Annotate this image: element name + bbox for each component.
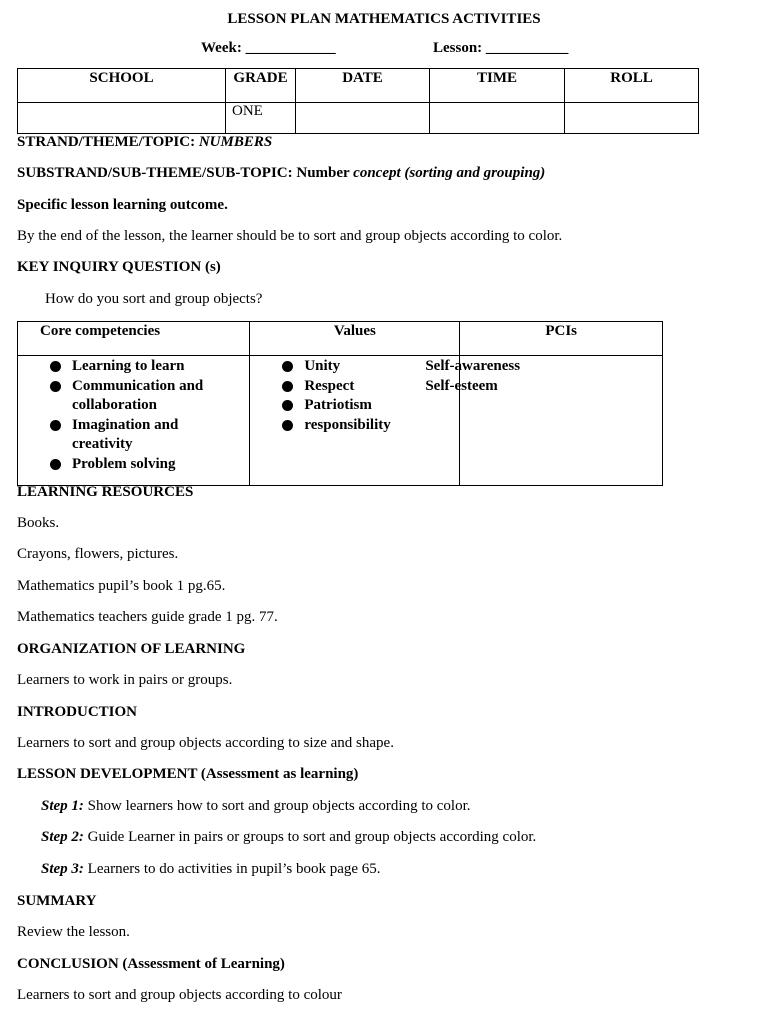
resource-item: Mathematics teachers guide grade 1 pg. 77. xyxy=(17,609,278,625)
header-date: DATE xyxy=(296,69,430,103)
strand-line xyxy=(17,133,272,151)
pci-item: Self-esteem xyxy=(425,377,498,394)
bullet-icon xyxy=(282,400,293,411)
inquiry-text: How do you sort and group objects? xyxy=(45,291,263,307)
resources-heading: LEARNING RESOURCES xyxy=(17,484,194,500)
cell-date xyxy=(296,103,430,134)
step-label: Step 3: xyxy=(41,861,84,877)
pcis-list xyxy=(425,357,520,396)
header-grade: GRADE xyxy=(226,69,296,103)
outcome-heading: Specific lesson learning outcome. xyxy=(17,197,228,213)
bullet-icon xyxy=(50,361,61,372)
list-item: Problem solving xyxy=(50,455,239,475)
bullet-icon xyxy=(282,420,293,431)
header-school: SCHOOL xyxy=(18,69,226,103)
substrand-line xyxy=(17,164,545,182)
lesson-label: Lesson: ___________ xyxy=(433,40,569,56)
cell-school xyxy=(18,103,226,134)
header-time: TIME xyxy=(430,69,565,103)
step-1 xyxy=(41,797,471,815)
substrand-value: concept (sorting and grouping) xyxy=(353,165,546,181)
organization-text: Learners to work in pairs or groups. xyxy=(17,672,233,688)
pcis-header: PCIs xyxy=(460,322,663,356)
pci-item: Self-awareness xyxy=(425,358,521,374)
competency-body-row xyxy=(18,356,663,486)
header-table xyxy=(17,68,699,134)
week-label: Week: ____________ xyxy=(201,40,336,56)
outcome-text: By the end of the lesson, the learner should be to sort and group objects according to color. xyxy=(17,228,563,244)
bullet-icon xyxy=(282,381,293,392)
list-item: Patriotism xyxy=(282,396,459,416)
resource-item: Books. xyxy=(17,515,60,531)
conclusion-text: Learners to sort and group objects according to colour xyxy=(17,987,342,1003)
step-text: Guide Learner in pairs or groups to sort and group objects according color. xyxy=(83,829,537,845)
organization-heading: ORGANIZATION OF LEARNING xyxy=(17,641,246,657)
summary-heading: SUMMARY xyxy=(17,893,97,909)
resource-item: Crayons, flowers, pictures. xyxy=(17,546,179,562)
competencies-cell xyxy=(18,356,250,486)
resource-item: Mathematics pupil’s book 1 pg.65. xyxy=(17,578,226,594)
cell-time xyxy=(430,103,565,134)
competency-head-row xyxy=(18,322,663,356)
competencies-list xyxy=(50,357,239,474)
step-text: Show learners how to sort and group objects according to color. xyxy=(83,798,471,814)
strand-label: STRAND/THEME/TOPIC: xyxy=(17,134,199,150)
bullet-icon xyxy=(50,459,61,470)
list-item: Communication and collaboration xyxy=(50,377,239,416)
header-table-data-row xyxy=(18,103,699,134)
conclusion-heading: CONCLUSION (Assessment of Learning) xyxy=(17,956,285,972)
introduction-heading: INTRODUCTION xyxy=(17,704,138,720)
cell-grade: ONE xyxy=(226,103,296,134)
header-table-head-row xyxy=(18,69,699,103)
list-item: Learning to learn xyxy=(50,357,239,377)
list-item: Imagination and creativity xyxy=(50,416,239,455)
step-2 xyxy=(41,828,536,846)
cell-roll xyxy=(565,103,699,134)
list-item: Unity xyxy=(282,357,459,377)
header-roll: ROLL xyxy=(565,69,699,103)
bullet-icon xyxy=(50,420,61,431)
development-heading: LESSON DEVELOPMENT (Assessment as learning) xyxy=(17,766,359,782)
document-title: LESSON PLAN MATHEMATICS ACTIVITIES xyxy=(227,11,541,27)
summary-text: Review the lesson. xyxy=(17,924,130,940)
list-item: responsibility xyxy=(282,416,459,436)
step-label: Step 2: xyxy=(41,829,84,845)
substrand-label: SUBSTRAND/SUB-THEME/SUB-TOPIC: Number xyxy=(17,165,354,181)
competencies-header: Core competencies xyxy=(18,322,250,356)
bullet-icon xyxy=(50,381,61,392)
values-cell xyxy=(250,356,521,486)
list-item: Respect xyxy=(282,377,459,397)
values-header: Values xyxy=(250,322,460,356)
inquiry-heading: KEY INQUIRY QUESTION (s) xyxy=(17,259,221,275)
competency-table xyxy=(17,321,663,486)
step-label: Step 1: xyxy=(41,798,84,814)
step-3 xyxy=(41,860,381,878)
introduction-text: Learners to sort and group objects according to size and shape. xyxy=(17,735,394,751)
bullet-icon xyxy=(282,361,293,372)
step-text: Learners to do activities in pupil’s book page 65. xyxy=(83,861,381,877)
strand-value: NUMBERS xyxy=(198,134,273,150)
